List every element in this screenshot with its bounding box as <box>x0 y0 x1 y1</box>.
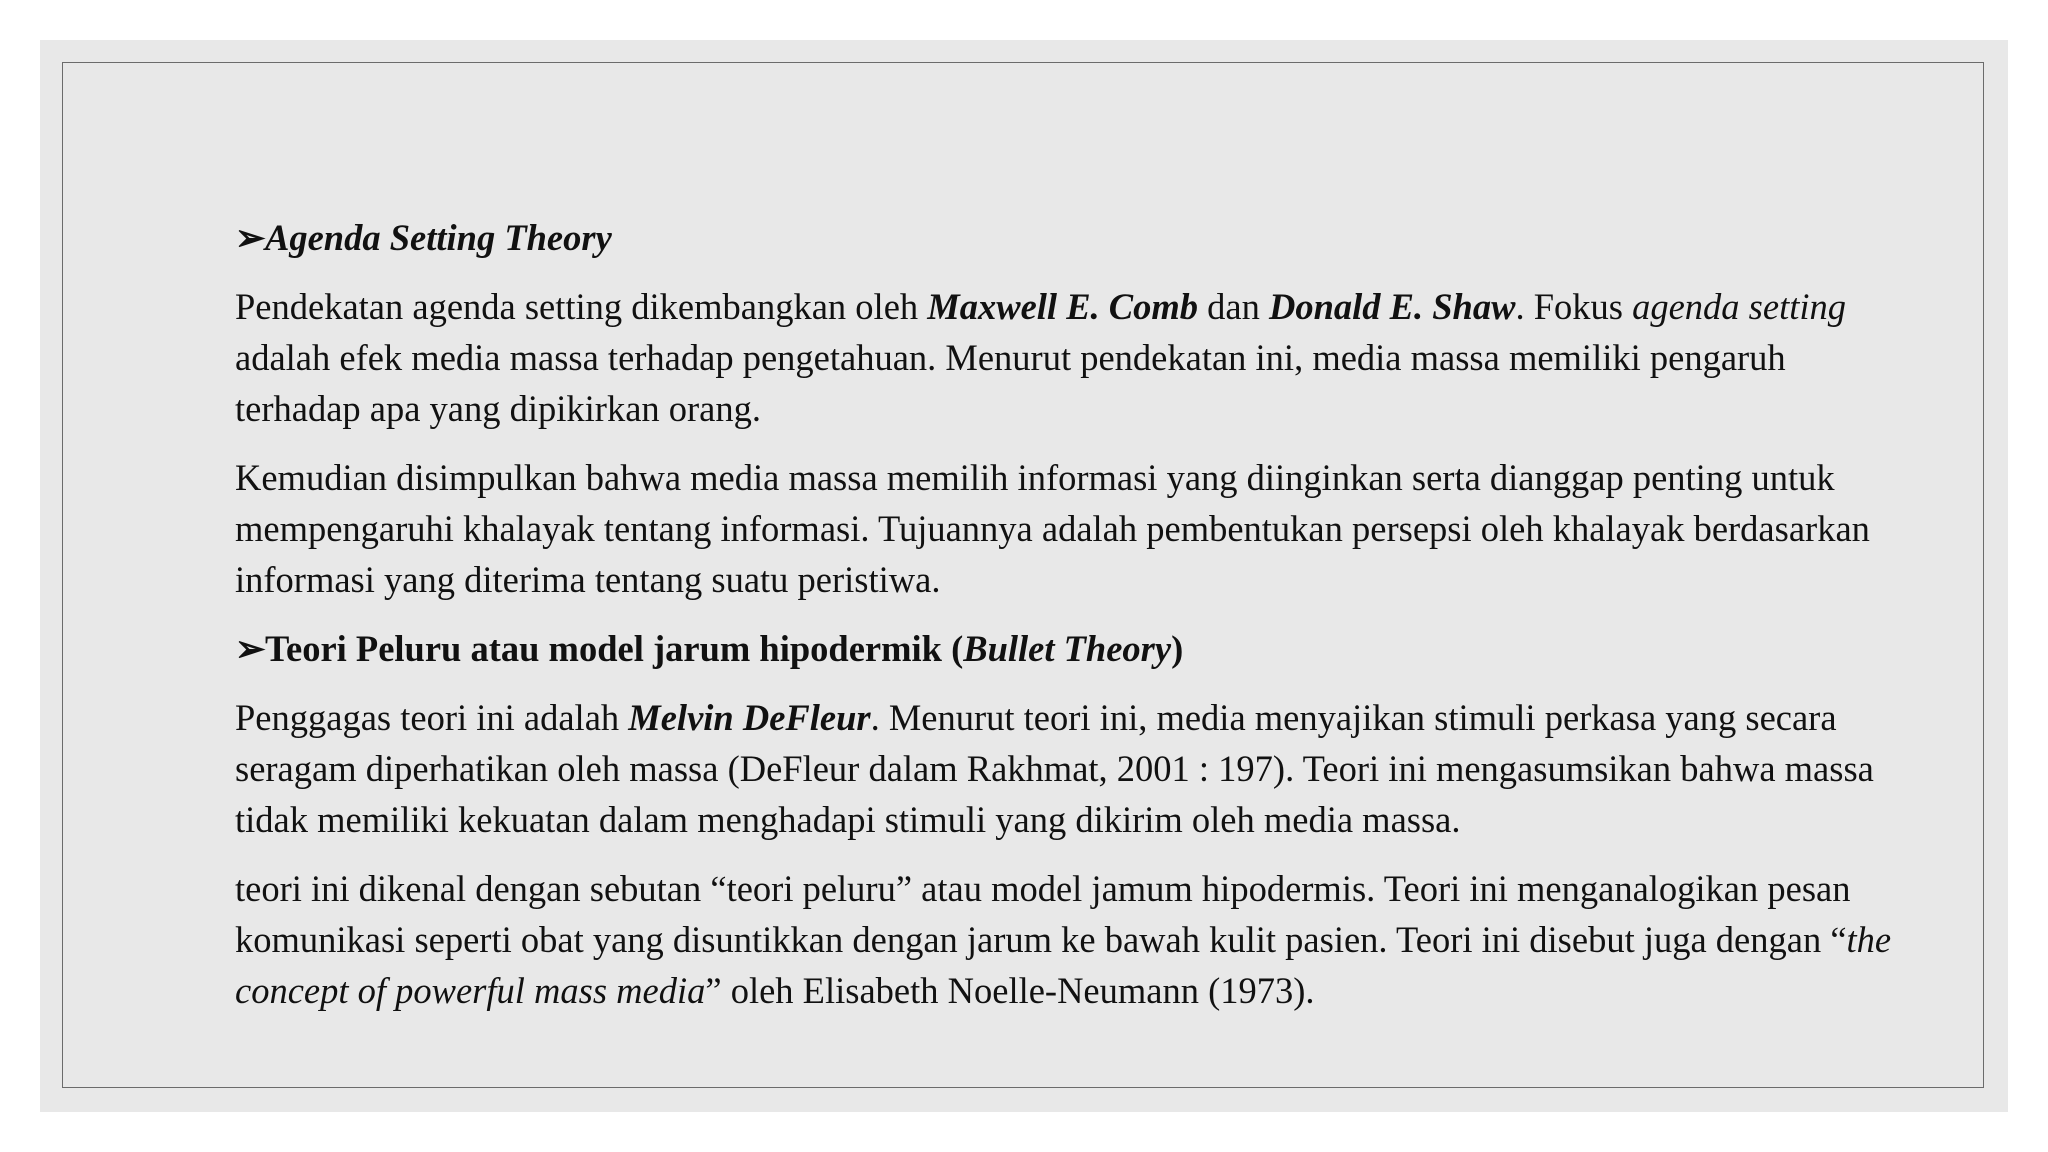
paragraph-agenda-setting-definition <box>235 281 1915 434</box>
heading-bullet-theory-text: Teori Peluru atau model jarum hipodermik ( <box>265 628 964 669</box>
text-run: ) <box>1171 628 1184 669</box>
text-run: Penggagas teori ini adalah <box>235 697 629 738</box>
slide-content <box>235 212 1915 1034</box>
text-run: Pendekatan agenda setting dikembangkan oleh <box>235 286 928 327</box>
heading-agenda-setting <box>235 212 1915 263</box>
text-run: ” oleh Elisabeth Noelle-Neumann (1973). <box>705 970 1315 1011</box>
paragraph-bullet-theory-founder <box>235 692 1915 845</box>
arrow-bullet-icon: ➢ <box>235 628 266 669</box>
author-name-defleur: Melvin DeFleur <box>628 697 871 738</box>
paragraph-bullet-theory-analogy <box>235 863 1915 1016</box>
heading-bullet-theory-italic: Bullet Theory <box>963 628 1172 669</box>
text-run: . Menurut teori ini, media menyajikan stimuli perkasa yang secara seragam diperhatikan oleh massa (DeFleur dalam Rakhmat, 2001 : 197). Teori ini mengasumsikan bahwa massa tidak memiliki kekuatan dalam menghadapi stimuli yang dikirim oleh media massa. <box>235 697 1874 840</box>
quote-powerful-mass-media: the concept of powerful mass media <box>235 919 1892 1011</box>
text-run: adalah efek media massa terhadap pengetahuan. Menurut pendekatan ini, media massa memiliki pengaruh terhadap apa yang dipikirkan orang. <box>235 337 1786 429</box>
heading-bullet-theory <box>235 623 1915 674</box>
author-name-shaw: Donald E. Shaw <box>1268 286 1516 327</box>
text-run: teori ini dikenal dengan sebutan “teori peluru” atau model jamum hipodermis. Teori ini menganalogikan pesan komunikasi seperti obat yang disuntikkan dengan jarum ke bawah kulit pasien. Teori ini disebut juga dengan “ <box>235 868 1851 960</box>
term-agenda-setting: agenda setting <box>1632 286 1846 327</box>
slide-background <box>40 40 2008 1112</box>
author-name-comb: Maxwell E. Comb <box>927 286 1199 327</box>
text-run: . Fokus <box>1515 286 1633 327</box>
paragraph-agenda-setting-conclusion: Kemudian disimpulkan bahwa media massa memilih informasi yang diinginkan serta dianggap penting untuk mempengaruhi khalayak tentang informasi. Tujuannya adalah pembentukan persepsi oleh khalayak berdasarkan informasi yang diterima tentang suatu peristiwa. <box>235 457 1870 600</box>
arrow-bullet-icon: ➢ <box>235 217 266 258</box>
heading-agenda-setting-text: Agenda Setting Theory <box>265 217 612 258</box>
text-run: dan <box>1198 286 1269 327</box>
